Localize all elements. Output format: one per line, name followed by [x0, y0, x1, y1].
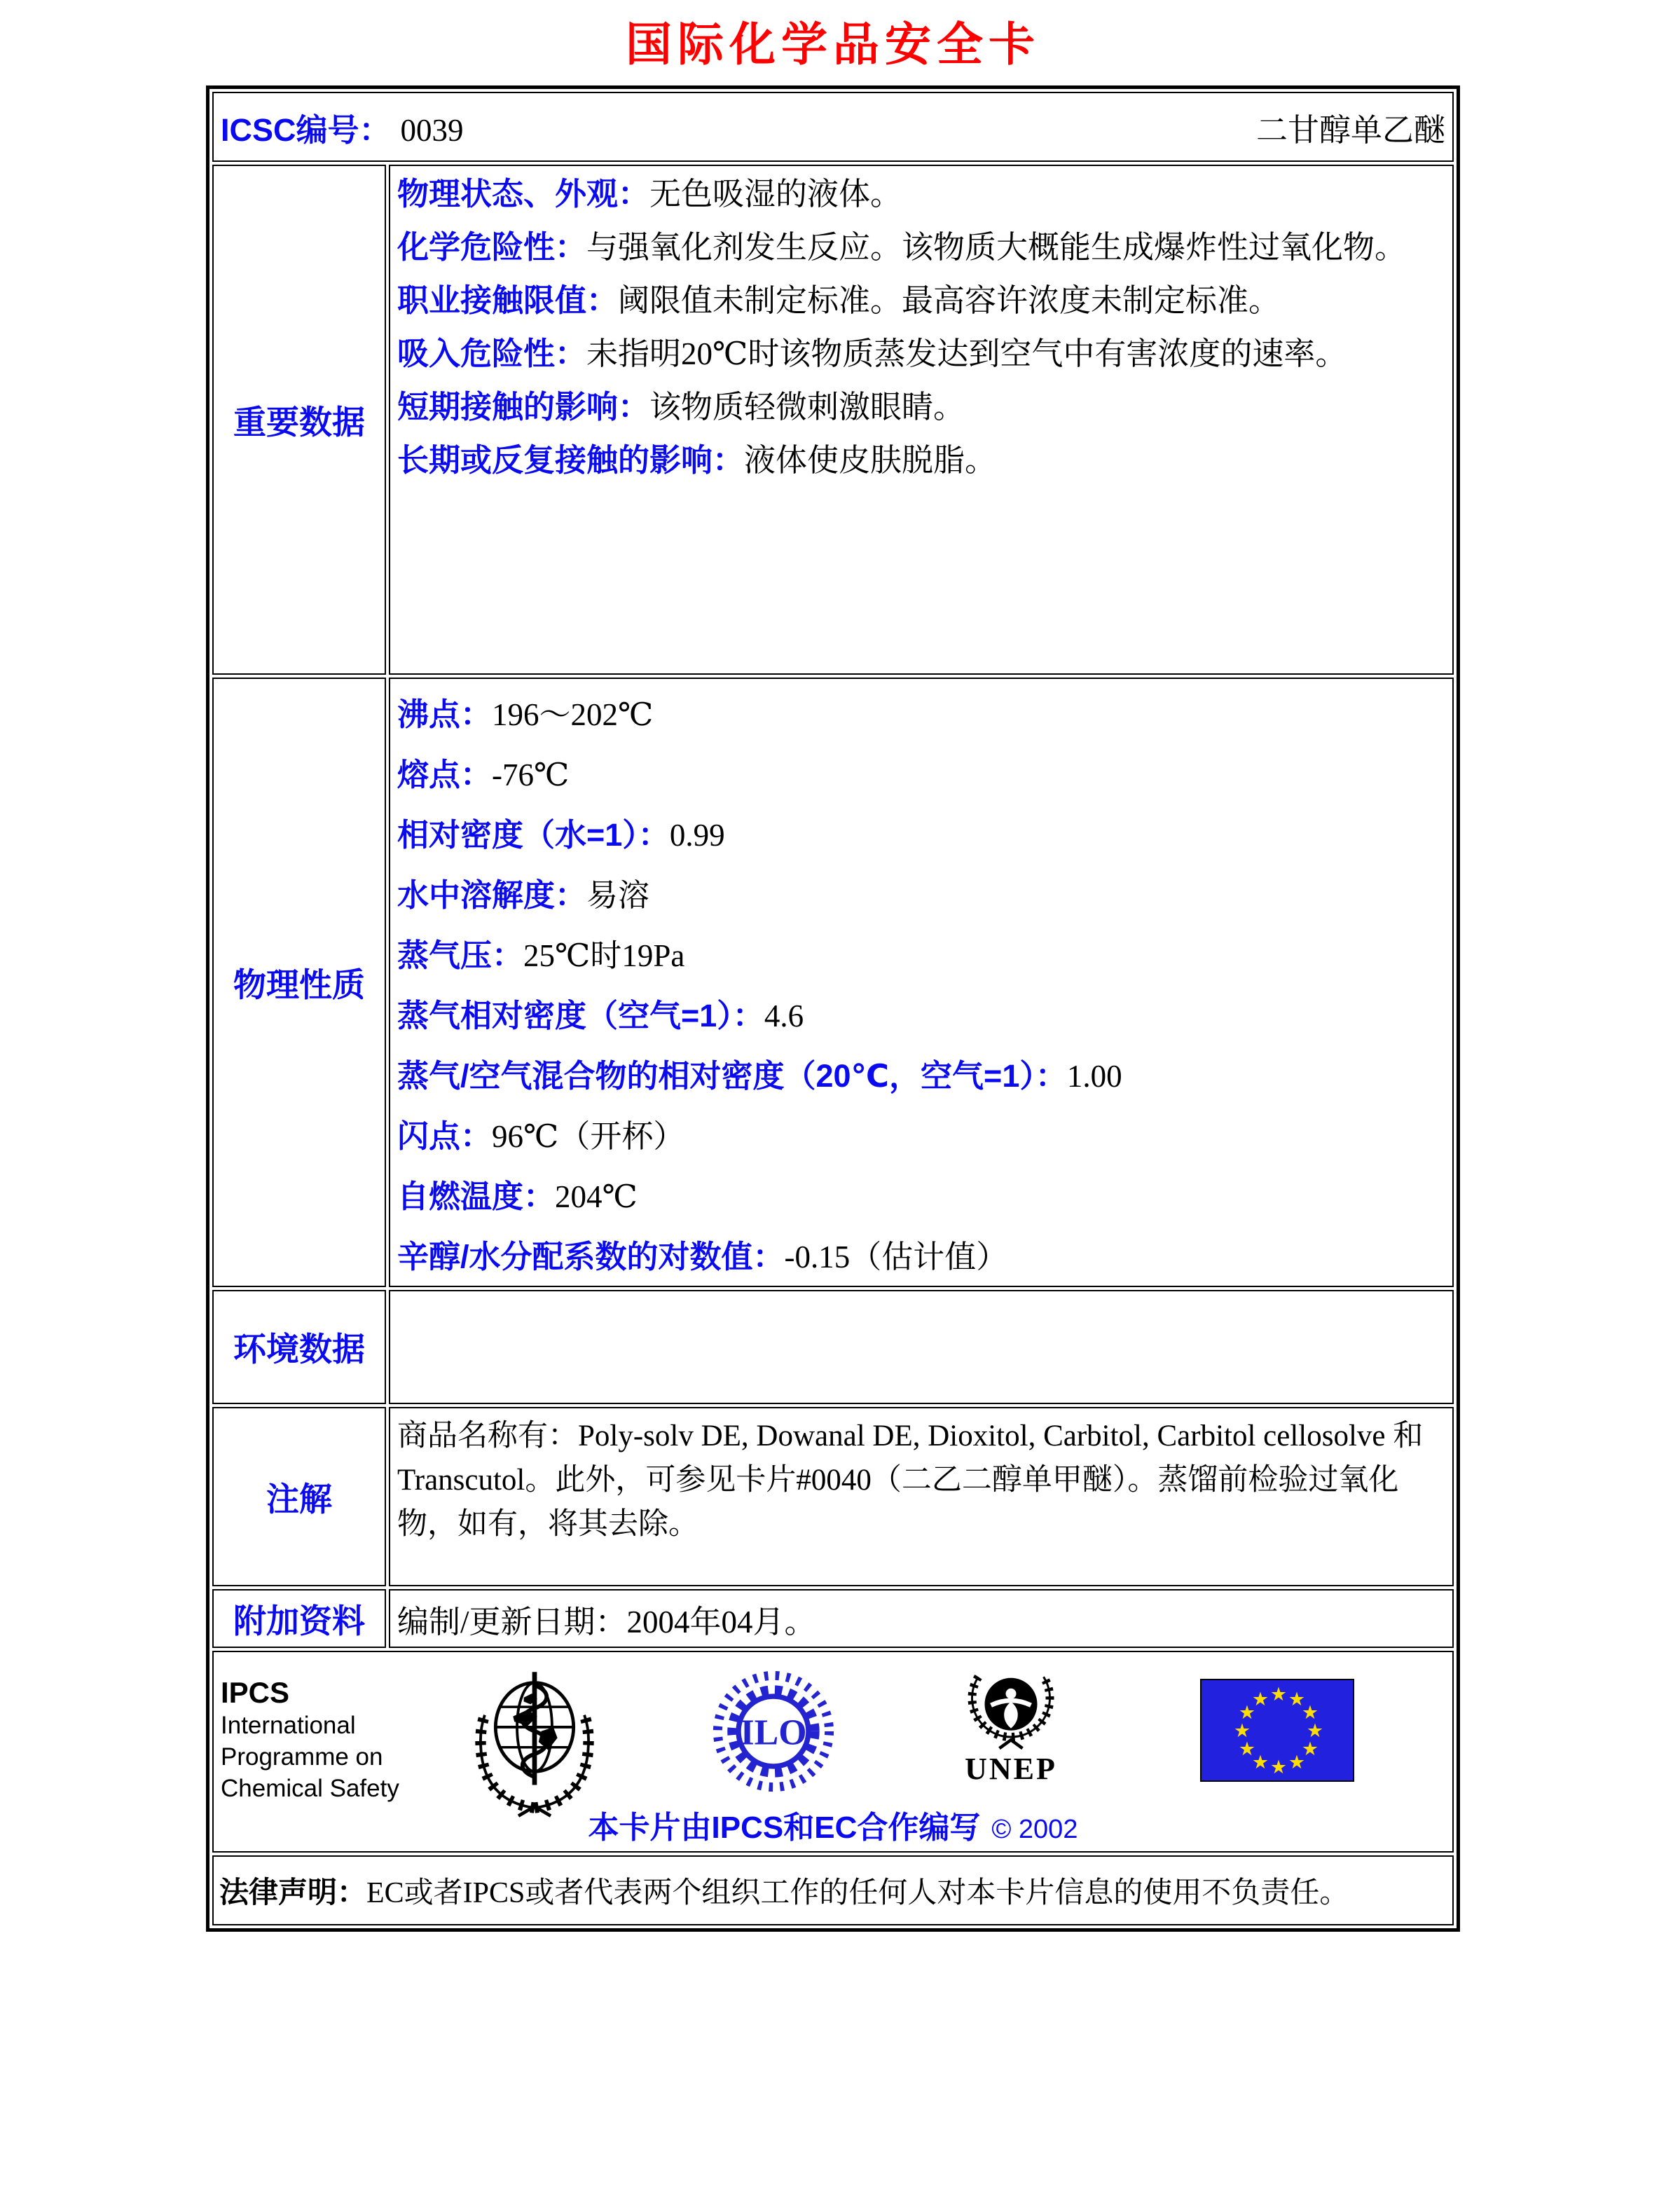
field-value: 编制/更新日期：2004年04月。	[397, 1604, 816, 1640]
section-label-physical-properties	[212, 678, 386, 1287]
ipcs-line: Programme on	[221, 1743, 383, 1771]
ipcs-line: International	[221, 1712, 356, 1739]
field-label: 物理状态、外观：	[397, 176, 650, 212]
data-line	[397, 380, 1445, 434]
section-label-text: 附加资料	[233, 1602, 365, 1640]
data-line	[397, 1046, 1445, 1106]
section-label-notes	[212, 1407, 386, 1586]
data-line	[397, 745, 1445, 805]
field-label: 化学危险性：	[397, 229, 587, 265]
field-label: 蒸气/空气混合物的相对密度（20℃，空气=1）：	[397, 1058, 1067, 1094]
data-line	[397, 926, 1445, 986]
footer-cell	[212, 1651, 1454, 1853]
field-value: 与强氧化剂发生反应。该物质大概能生成爆炸性过氧化物。	[586, 230, 1407, 265]
field-label: 相对密度（水=1）：	[397, 817, 670, 853]
data-line	[397, 986, 1445, 1046]
field-label: 水中溶解度：	[397, 877, 587, 913]
field-value: 阈限值未制定标准。最高容许浓度未制定标准。	[618, 283, 1281, 318]
data-line	[397, 865, 1445, 926]
data-line	[397, 327, 1445, 380]
legal-label: 法律声明：	[219, 1876, 367, 1909]
field-label: 熔点：	[397, 757, 493, 792]
section-label-additional-info	[212, 1589, 386, 1648]
legal-row	[212, 1855, 1454, 1925]
section-label-important-data	[212, 165, 386, 675]
section-label-environmental-data	[212, 1290, 386, 1404]
section-label-text: 重要数据	[233, 403, 365, 441]
footer-row	[212, 1651, 1454, 1853]
field-value: 4.6	[764, 998, 804, 1033]
field-label: 自燃温度：	[397, 1179, 556, 1214]
footer-copyright: © 2002	[991, 1815, 1078, 1844]
ipcs-text-block	[221, 1676, 399, 1804]
data-line	[397, 221, 1445, 274]
header-row	[212, 92, 1454, 162]
icsc-number-value: 0039	[400, 112, 464, 148]
field-value: -76℃	[492, 757, 570, 792]
legal-cell	[212, 1855, 1454, 1925]
icsc-card	[206, 85, 1460, 1932]
section-row-environmental-data	[212, 1290, 1454, 1404]
icsc-number-label: ICSC编号：	[221, 111, 391, 148]
field-value: 易溶	[586, 878, 650, 913]
section-content-physical-properties	[389, 678, 1454, 1287]
data-line	[397, 274, 1445, 327]
field-value: 25℃时19Pa	[523, 938, 685, 973]
section-row-important-data	[212, 165, 1454, 675]
icsc-number-group	[221, 104, 464, 150]
section-label-text: 注解	[266, 1480, 332, 1518]
data-line	[397, 685, 1445, 745]
field-label: 长期或反复接触的影响：	[397, 442, 745, 478]
data-line	[397, 167, 1445, 221]
field-label: 沸点：	[397, 696, 493, 732]
field-value: 无色吸湿的液体。	[649, 177, 902, 212]
field-label: 辛醇/水分配系数的对数值：	[397, 1239, 785, 1275]
footer-caption	[214, 1802, 1452, 1847]
field-label: 蒸气压：	[397, 937, 524, 973]
section-content-additional-info	[389, 1589, 1454, 1648]
legal-text: EC或者IPCS或者代表两个组织工作的任何人对本卡片信息的使用不负责任。	[366, 1877, 1349, 1909]
data-line	[397, 1106, 1445, 1167]
section-content-notes	[389, 1407, 1454, 1586]
unep-logo-icon	[949, 1666, 1073, 1785]
field-label: 短期接触的影响：	[397, 389, 650, 425]
field-value: 未指明20℃时该物质蒸发达到空气中有害浓度的速率。	[586, 336, 1347, 371]
field-label: 蒸气相对密度（空气=1）：	[397, 998, 764, 1033]
header-cell	[212, 92, 1454, 162]
section-label-text: 环境数据	[233, 1331, 365, 1368]
section-row-physical-properties	[212, 678, 1454, 1287]
section-row-additional-info	[212, 1589, 1454, 1648]
field-value: 0.99	[669, 818, 725, 853]
field-label: 职业接触限值：	[397, 282, 619, 318]
notes-text: 商品名称有：Poly-solv DE, Dowanal DE, Dioxitol, Carbitol, Carbitol cellosolve 和 Transcutol。此外，可参见卡片#0040（二乙二醇单甲醚）。蒸馏前检验过氧化物，如有，将其去除。	[397, 1420, 1424, 1541]
ipcs-acronym: IPCS	[221, 1676, 290, 1709]
section-content-important-data	[389, 165, 1454, 675]
ilo-letters: ILO	[740, 1712, 807, 1753]
ipcs-line: Chemical Safety	[221, 1775, 399, 1802]
unep-letters: UNEP	[965, 1752, 1057, 1786]
field-value: 1.00	[1066, 1059, 1122, 1094]
chemical-name: 二甘醇单乙醚	[1255, 112, 1445, 148]
field-value: 液体使皮肤脱脂。	[744, 443, 997, 478]
field-value: 该物质轻微刺激眼睛。	[649, 390, 965, 425]
field-value: 204℃	[555, 1179, 638, 1214]
section-label-text: 物理性质	[233, 966, 365, 1003]
data-line	[397, 434, 1445, 487]
section-row-notes	[212, 1407, 1454, 1586]
data-line	[397, 1227, 1445, 1287]
who-logo-icon	[467, 1668, 602, 1822]
field-value: 196～202℃	[492, 697, 654, 732]
field-value: 96℃（开杯）	[492, 1119, 685, 1154]
page-title: 国际化学品安全卡	[626, 18, 1040, 70]
data-line	[397, 1167, 1445, 1227]
eu-flag-icon	[1200, 1679, 1354, 1782]
field-value: -0.15（估计值）	[784, 1239, 1008, 1275]
data-line	[397, 805, 1445, 865]
footer-caption-text: 本卡片由IPCS和EC合作编写	[588, 1811, 981, 1845]
field-label: 吸入危险性：	[397, 336, 587, 371]
ilo-logo-icon	[708, 1670, 839, 1796]
field-label: 闪点：	[397, 1118, 493, 1154]
section-content-environmental-data	[389, 1290, 1454, 1404]
